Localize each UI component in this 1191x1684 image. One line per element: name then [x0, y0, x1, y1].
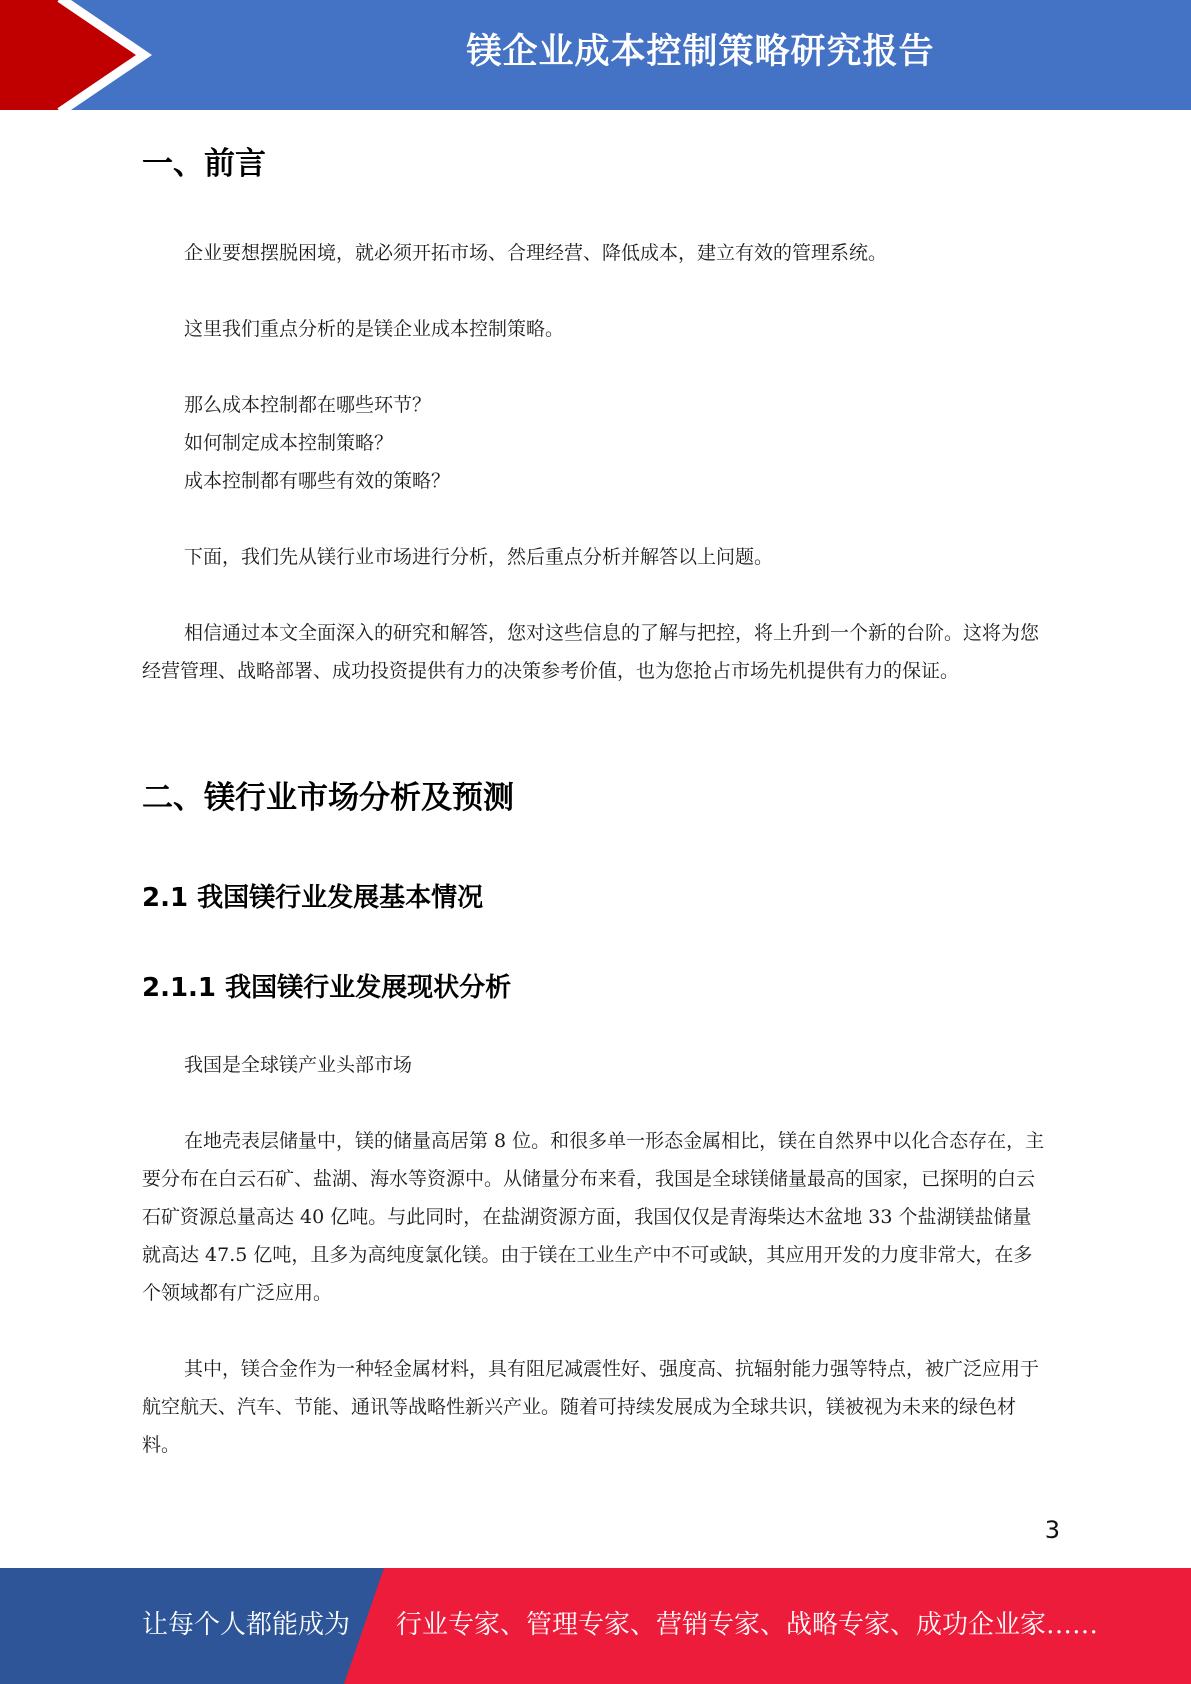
preface-heading: 一、前言 — [142, 146, 266, 182]
market-paragraph-2: 在地壳表层储量中，镁的储量高居第 8 位。和很多单一形态金属相比，镁在自然界中以化合态存在，主要分布在白云石矿、盐湖、海水等资源中。从储量分布来看，我国是全球镁储量最高的国家，已探明的白云石矿资源总量高达 40 亿吨。与此同时，在盐湖资源方面，我国仅仅是青海柴达木盆地 33 个盐湖镁盐储量就高达 47.5 亿吨，且多为高纯度氯化镁。由于镁在工业生产中不可或缺，其应用开发的力度非常大，在多个领域都有广泛应用。 — [142, 1130, 1045, 1304]
subsection-heading-2-1: 2.1 我国镁行业发展基本情况 — [142, 883, 484, 913]
question-item: 成本控制都有哪些有效的策略？ — [184, 470, 451, 492]
chevron-arrow-icon — [0, 0, 160, 110]
header-band — [0, 0, 1191, 110]
question-item: 那么成本控制都在哪些环节？ — [184, 394, 432, 416]
question-item: 如何制定成本控制策略？ — [184, 432, 394, 454]
page-number: 3 — [1044, 1516, 1060, 1544]
preface-question-list — [184, 386, 450, 500]
market-paragraph-3: 其中，镁合金作为一种轻金属材料，具有阻尼减震性好、强度高、抗辐射能力强等特点，被广泛应用于航空航天、汽车、节能、通讯等战略性新兴产业。随着可持续发展成为全球共识，镁被视为未来的绿色材料。 — [142, 1358, 1040, 1456]
preface-paragraph-3: 下面，我们先从镁行业市场进行分析，然后重点分析并解答以上问题。 — [184, 546, 774, 568]
preface-paragraph-4: 相信通过本文全面深入的研究和解答，您对这些信息的了解与把控，将上升到一个新的台阶。这将为您经营管理、战略部署、成功投资提供有力的决策参考价值，也为您抢占市场先机提供有力的保证。 — [142, 622, 1040, 682]
footer-slogan-right: 行业专家、管理专家、营销专家、战略专家、成功企业家…… — [396, 1610, 1099, 1640]
preface-paragraph-1: 企业要想摆脱困境，就必须开拓市场、合理经营、降低成本，建立有效的管理系统。 — [184, 242, 888, 264]
preface-paragraph-2: 这里我们重点分析的是镁企业成本控制策略。 — [184, 318, 565, 340]
market-heading: 二、镁行业市场分析及预测 — [142, 780, 514, 816]
footer-band — [0, 1568, 1191, 1684]
report-title: 镁企业成本控制策略研究报告 — [466, 32, 935, 72]
market-paragraph-1: 我国是全球镁产业头部市场 — [184, 1054, 413, 1076]
subsection-heading-2-1-1: 2.1.1 我国镁行业发展现状分析 — [142, 973, 512, 1003]
footer-slogan-left: 让每个人都能成为 — [142, 1610, 351, 1640]
